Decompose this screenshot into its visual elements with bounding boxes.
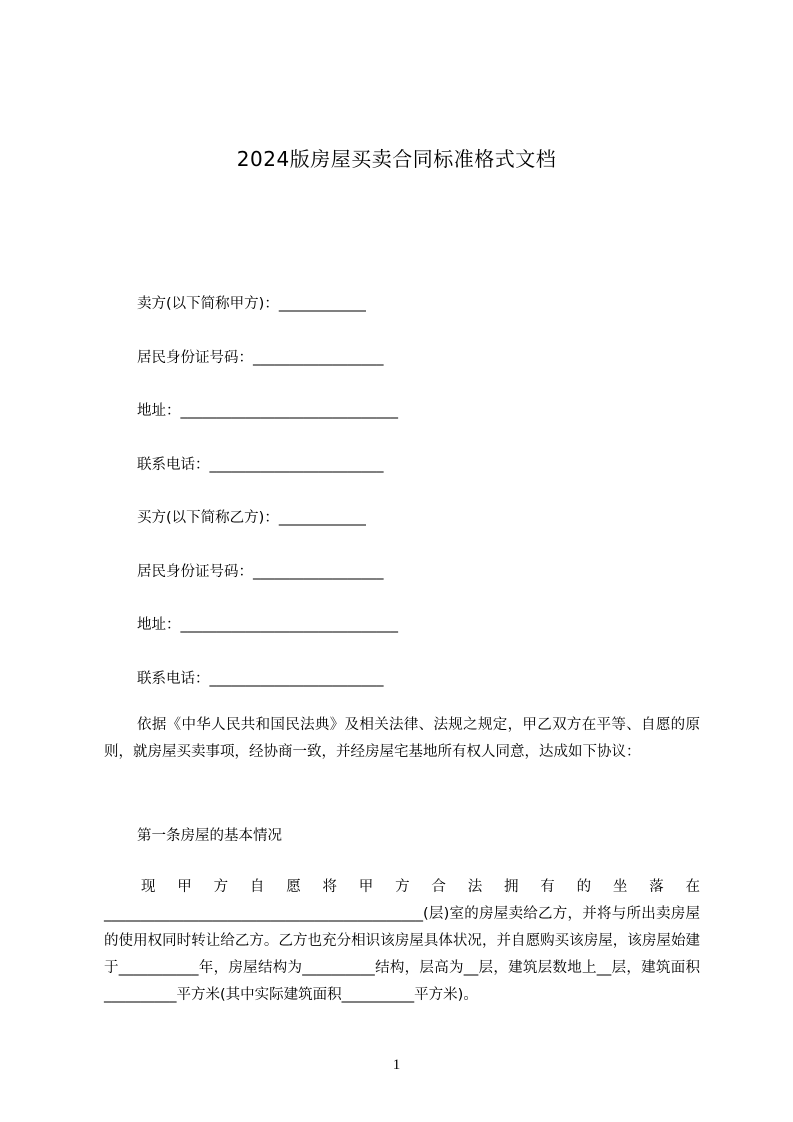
preamble-paragraph: 依据《中华人民共和国民法典》及相关法律、法规之规定，甲乙双方在平等、自愿的原则，就房屋买卖事项，经协商一致，并经房屋宅基地所有权人同意，达成如下协议： bbox=[104, 717, 700, 760]
buyer-address-field: 地址：______________________________ bbox=[137, 617, 398, 633]
article1-paragraph: 现甲方自愿将甲方合法拥有的坐落在____________________________________________(层)室的房屋卖给乙方，并将与所出卖房屋的使用权同时转让给乙方。乙方也充分相识该房屋具体状况，并自愿购买该房屋，该房屋始建于___________年，房屋结构为__________结构，层高为__层，建筑层数地上__层，建筑面积__________平方米(其中实际建筑面积__________平方米)。 bbox=[104, 879, 700, 1003]
buyer-id-field: 居民身份证号码：__________________ bbox=[137, 564, 384, 580]
seller-phone-field: 联系电话：________________________ bbox=[137, 457, 384, 473]
document-title: 2024版房屋买卖合同标准格式文档 bbox=[236, 147, 557, 171]
seller-id-field: 居民身份证号码：__________________ bbox=[137, 350, 384, 366]
page-number: 1 bbox=[392, 1057, 401, 1073]
seller-name-field: 卖方(以下简称甲方)：____________ bbox=[137, 296, 366, 312]
article1-heading: 第一条房屋的基本情况 bbox=[137, 828, 282, 844]
seller-address-field: 地址：______________________________ bbox=[137, 403, 398, 419]
buyer-name-field: 买方(以下简称乙方)：____________ bbox=[137, 510, 366, 526]
buyer-phone-field: 联系电话：________________________ bbox=[137, 671, 384, 687]
